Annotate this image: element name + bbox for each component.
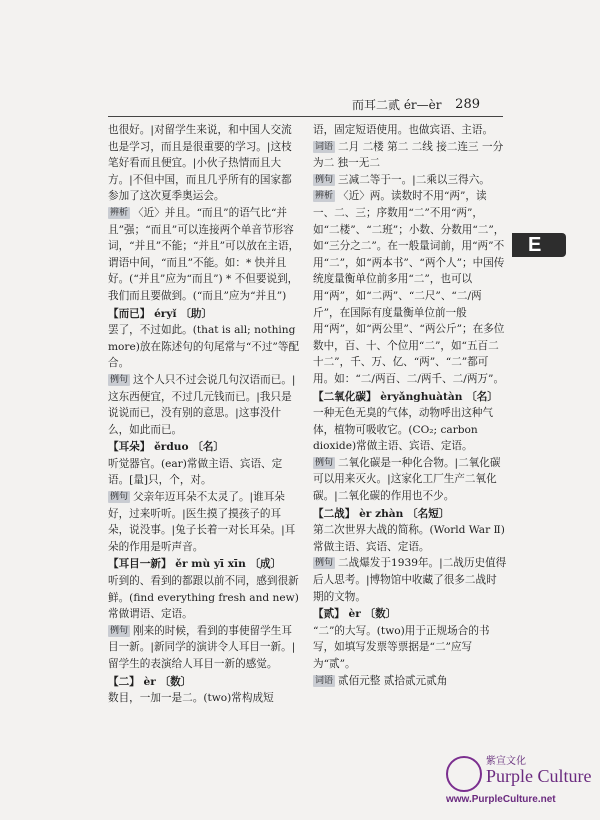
label-tag: 辨析 bbox=[110, 207, 129, 218]
header-rule bbox=[108, 116, 503, 117]
entry-block bbox=[108, 205, 302, 305]
entry-text: 贰佰元整 贰拾贰元贰角 bbox=[338, 674, 448, 687]
label-tag: 例句 bbox=[110, 374, 129, 385]
page-number: 289 bbox=[455, 97, 480, 112]
logo-cn: 紫宣文化 bbox=[486, 756, 526, 767]
entry-block bbox=[313, 188, 507, 387]
entry-text: 父亲年迈耳朵不太灵了。|谁耳朵好，过来听听。|医生摸了摸孩子的耳朵，说没事。|兔子长着一对长耳朵。|耳朵的作用是听声音。 bbox=[108, 491, 296, 553]
entry-block bbox=[313, 555, 507, 605]
entry-text: 听到的、看到的都跟以前不同，感到很新鲜。(find everything fresh and new)常做谓语、定语。 bbox=[108, 575, 299, 621]
entry-text: 刚来的时候，看到的事使留学生耳目一新。|新同学的演讲令人耳目一新。|留学生的表演给人耳目一新的感觉。 bbox=[108, 624, 296, 670]
label-tag: 词语 bbox=[315, 141, 334, 152]
entry-headword: 【而已】 éryǐ 〔助〕 bbox=[108, 307, 213, 320]
running-header bbox=[300, 96, 480, 114]
entry-text: 二氧化碳是一种化合物。|二氧化碳可以用来灭火。|这家化工厂生产二氧化碳。|二氧化碳的作用也不少。 bbox=[313, 456, 501, 503]
entry-text: “二”的大写。(two)用于正规场合的书写，如填写发票等票据是“二”应写为“贰”。 bbox=[313, 624, 490, 670]
label-tag: 辨析 bbox=[315, 191, 334, 202]
right-column bbox=[313, 122, 507, 689]
logo-url: www.PurpleCulture.net bbox=[446, 794, 556, 805]
entry-text: 这个人只不过会说几句汉语而已。|这东西便宜，不过几元钱而已。|我只是说说而已，没有别的意思。|这事没什么，如此而已。 bbox=[108, 373, 296, 436]
entry-text: 第二次世界大战的简称。(World War Ⅱ)常做主语、宾语、定语。 bbox=[313, 524, 505, 553]
entry-headword: 【贰】 èr 〔数〕 bbox=[313, 608, 397, 621]
label-tag: 例句 bbox=[110, 492, 129, 503]
entry-headword: 【二战】 èr zhàn 〔名短〕 bbox=[313, 507, 450, 520]
entry-text: 也很好。|对留学生来说，和中国人交流也是学习，而且是很重要的学习。|这枝笔好看而且便宜。|小伙子热情而且大方。|不但中国，而且几乎所有的国家都参加了这次夏季奥运会。 bbox=[108, 124, 292, 203]
entry-headword: 【耳目一新】 ěr mù yī xīn 〔成〕 bbox=[108, 558, 282, 571]
entry-text: 数目，一加一是二。(two)常构成短 bbox=[108, 692, 274, 705]
entry-block bbox=[313, 455, 507, 505]
entry-block bbox=[313, 139, 507, 172]
label-tag: 例句 bbox=[315, 558, 334, 569]
left-column bbox=[108, 122, 302, 707]
entry-block bbox=[108, 623, 302, 673]
entry-block bbox=[313, 172, 507, 189]
label-tag: 词语 bbox=[315, 675, 334, 686]
logo-en: Purple Culture bbox=[486, 766, 592, 786]
entry-headword: 【耳朵】 ěrduo 〔名〕 bbox=[108, 441, 225, 454]
entry-text: 二月 二楼 第二 二线 接二连三 一分为二 独一无二 bbox=[313, 140, 504, 170]
entry-block bbox=[108, 489, 302, 555]
section-tab-E: E bbox=[512, 233, 566, 257]
label-tag: 例句 bbox=[315, 174, 334, 185]
logo-emblem-icon bbox=[446, 756, 482, 792]
watermark-logo bbox=[446, 752, 592, 814]
label-tag: 例句 bbox=[315, 457, 334, 468]
entry-text: 二战爆发于1939年。|二战历史值得后人思考。|博物馆中收藏了很多二战时期的文物。 bbox=[313, 557, 507, 603]
entry-text: 一种无色无臭的气体，动物呼出这种气体，植物可吸收它。(CO₂; carbon dioxide)常做主语、宾语、定语。 bbox=[313, 407, 494, 453]
entry-block bbox=[313, 673, 507, 690]
entry-headword: 【二氧化碳】 èryǎnghuàtàn 〔名〕 bbox=[313, 390, 498, 403]
entry-text: 语，固定短语使用。也做宾语、主语。 bbox=[313, 124, 494, 136]
entry-text: 〈近〉并且。“而且”的语气比“并且”强；“而且”可以连接两个单音节形容词，“并且”不能；“并且”可以放在主语，谓语中间，“而且”不能。如：* 快并且好。(“并且”应为“而且”) * 不但要说到，我们而且要做到。(“而且”应为“并且”) bbox=[108, 206, 300, 302]
entry-text: 听觉器官。(ear)常做主语、宾语、定语。[量]只，个，对。 bbox=[108, 457, 283, 487]
entry-text: 〈近〉两。读数时不用“两”，读一、二、三；序数用“二”不用“两”，如“二楼”、“二班”；小数、分数用“二”，如“三分之二”。在一般量词前，用“两”不用“二”，如“两本书”、“两个人”；中国传统度量衡单位前多用“二”，也可以用“两”，如“二两”、“二尺”、“二/两斤”，在国际有度量衡单位前一般用“两”，如“两公里”、“两公斤”；在多位数中，百、十、个位用“二”，如“五百二十二”，千、万、亿、“两”、“二”都可用。如：“二/两百、二/两千、二/两万”。 bbox=[313, 190, 505, 385]
entry-text: 三减二等于一。|二乘以三得六。 bbox=[338, 173, 490, 186]
entry-block bbox=[108, 372, 302, 438]
entry-text: 罢了，不过如此。(that is all; nothing more)放在陈述句的句尾常与“不过”等配合。 bbox=[108, 324, 300, 370]
entry-headword: 【二】 èr 〔数〕 bbox=[108, 675, 192, 688]
label-tag: 例句 bbox=[110, 625, 129, 636]
headword-range: 而耳二贰 ér—èr bbox=[352, 98, 442, 112]
